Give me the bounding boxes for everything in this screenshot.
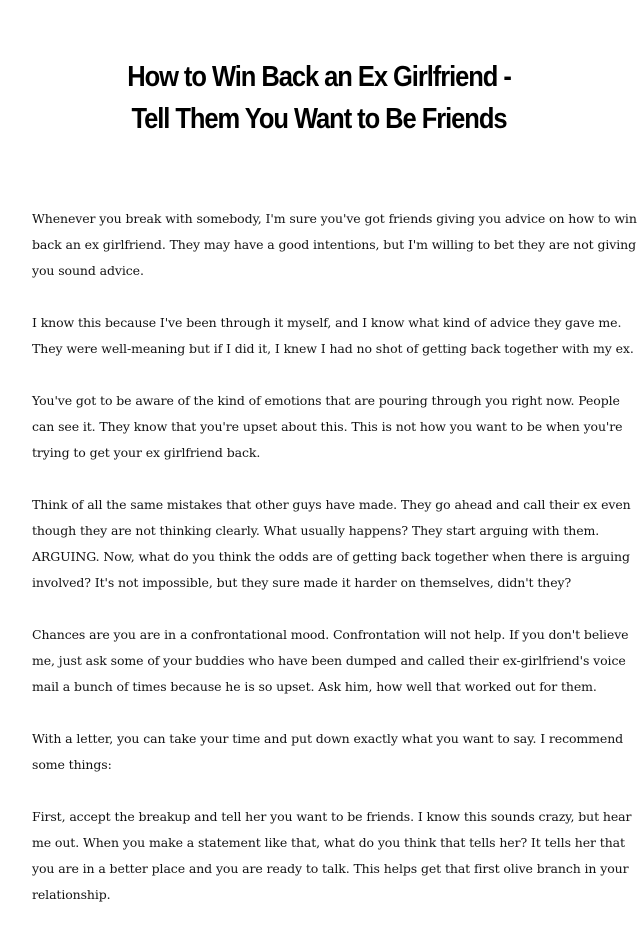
text-line: With a letter, you can take your time and put down exactly what you want to say. I recommend	[32, 731, 624, 746]
text-line: They were well-meaning but if I did it, I knew I had no shot of getting back together with my ex.	[32, 341, 634, 356]
text-line: though they are not thinking clearly. What usually happens? They start arguing with them.	[32, 523, 600, 538]
text-line: You've got to be aware of the kind of emotions that are pouring through you right now. People	[32, 393, 620, 408]
text-line: ARGUING. Now, what do you think the odds are of getting back together when there is arguing	[32, 549, 630, 564]
paragraph	[32, 206, 637, 284]
title-line: How to Win Back an Ex Girlfriend -	[127, 61, 511, 93]
text-line: Chances are you are in a confrontational mood. Confrontation will not help. If you don't believe	[32, 627, 629, 642]
paragraph	[32, 492, 631, 596]
paragraph	[32, 622, 629, 700]
text-line: you sound advice.	[32, 263, 144, 278]
paragraph	[32, 804, 632, 908]
text-line: First, accept the breakup and tell her you want to be friends. I know this sounds crazy, but hear	[32, 809, 632, 824]
text-line: I know this because I've been through it myself, and I know what kind of advice they gave me.	[32, 315, 622, 330]
paragraph	[32, 388, 623, 466]
text-line: some things:	[32, 757, 112, 772]
paragraph	[32, 726, 624, 778]
title-line: Tell Them You Want to Be Friends	[131, 103, 507, 135]
text-line: can see it. They know that you're upset about this. This is not how you want to be when you're	[32, 419, 623, 434]
text-line: me out. When you make a statement like that, what do you think that tells her? It tells her that	[32, 835, 625, 850]
paragraph	[32, 310, 634, 362]
text-line: mail a bunch of times because he is so upset. Ask him, how well that worked out for them.	[32, 679, 597, 694]
text-line: back an ex girlfriend. They may have a good intentions, but I'm willing to bet they are not giving	[32, 237, 636, 252]
text-line: involved? It's not impossible, but they sure made it harder on themselves, didn't they?	[32, 575, 572, 590]
document-body	[32, 206, 637, 934]
text-line: me, just ask some of your buddies who have been dumped and called their ex-girlfriend's voice	[32, 653, 626, 668]
text-line: you are in a better place and you are ready to talk. This helps get that first olive branch in your	[32, 861, 629, 876]
text-line: trying to get your ex girlfriend back.	[32, 445, 261, 460]
text-line: relationship.	[32, 887, 111, 902]
document-title	[38, 56, 599, 140]
text-line: Whenever you break with somebody, I'm sure you've got friends giving you advice on how to win	[32, 211, 637, 226]
text-line: Think of all the same mistakes that other guys have made. They go ahead and call their ex even	[32, 497, 631, 512]
